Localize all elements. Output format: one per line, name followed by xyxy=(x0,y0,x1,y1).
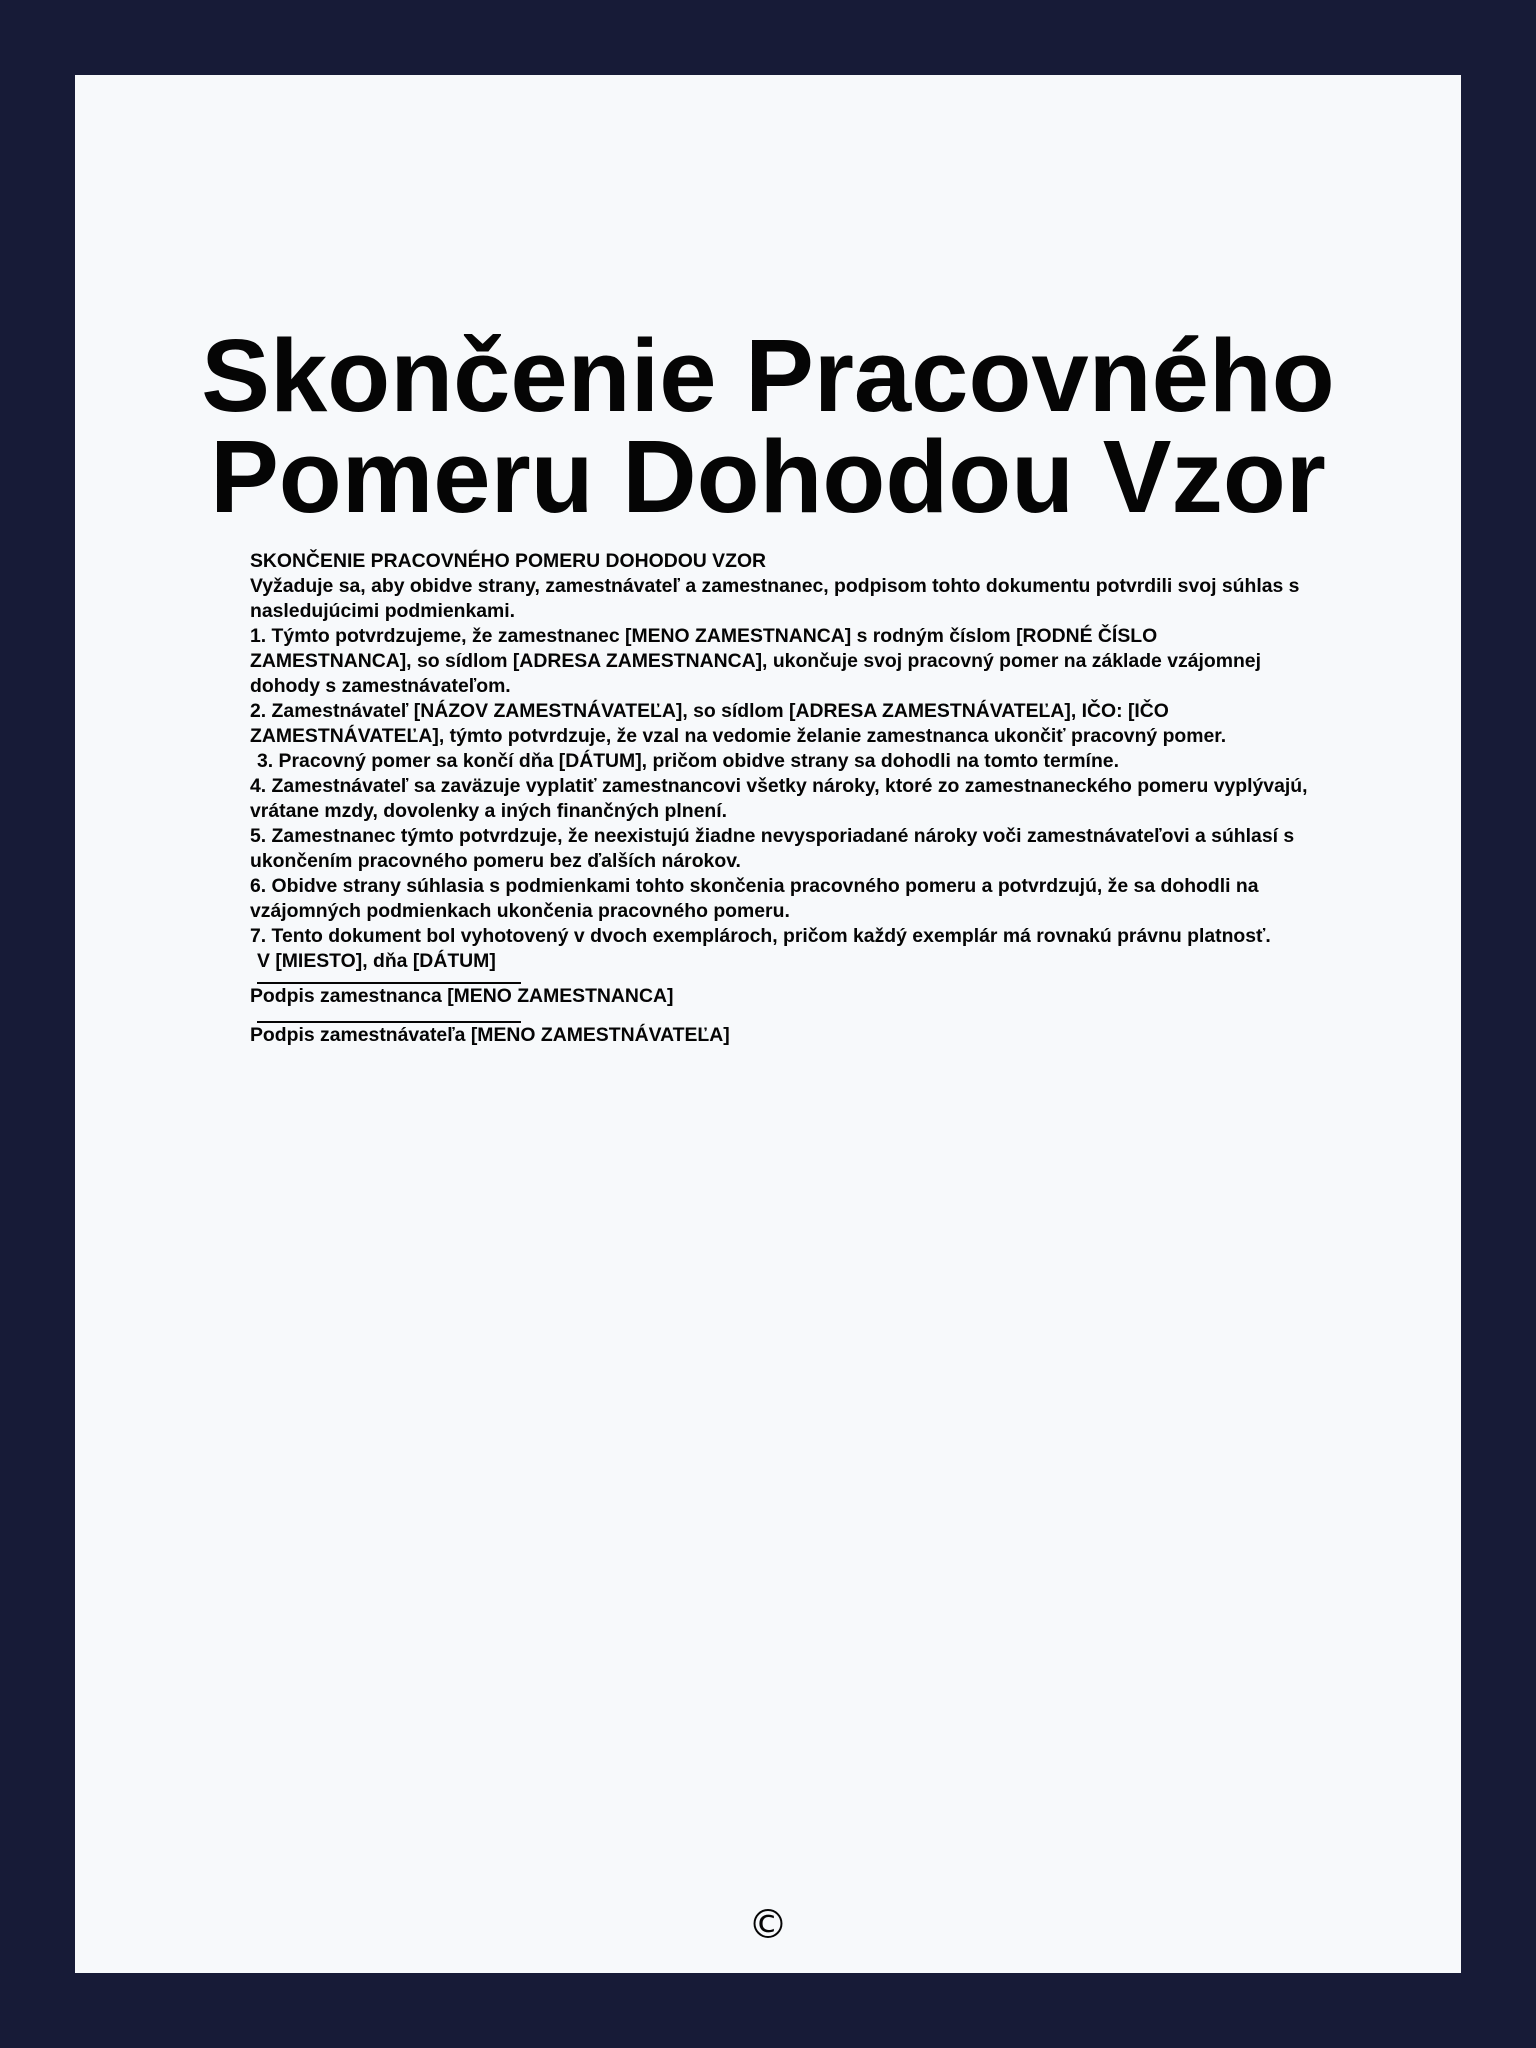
clause-4: 4. Zamestnávateľ sa zaväzuje vyplatiť zamestnancovi všetky nároky, ktoré zo zamestnaneckého pomeru vyplývajú, vrátane mzdy, dovolenky a iných finančných plnení. xyxy=(250,775,1308,822)
clause-3: 3. Pracovný pomer sa končí dňa [DÁTUM], pričom obidve strany sa dohodli na tomto termíne. xyxy=(257,750,1119,772)
document-heading: SKONČENIE PRACOVNÉHO POMERU DOHODOU VZOR xyxy=(250,550,767,572)
copyright-icon: © xyxy=(748,1902,788,1948)
clause-1: 1. Týmto potvrdzujeme, že zamestnanec [MENO ZAMESTNANCA] s rodným číslom [RODNÉ ČÍSLO ZAMESTNANCA], so sídlom [ADRESA ZAMESTNANCA], ukončuje svoj pracovný pomer na základe vzájomnej dohody s zamestnávateľom. xyxy=(250,625,1261,697)
document-intro: Vyžaduje sa, aby obidve strany, zamestnávateľ a zamestnanec, podpisom tohto dokumentu potvrdili svoj súhlas s nasledujúcimi podmienkami. xyxy=(250,575,1300,622)
clause-6: 6. Obidve strany súhlasia s podmienkami tohto skončenia pracovného pomeru a potvrdzujú, že sa dohodli na vzájomných podmienkach ukončenia pracovného pomeru. xyxy=(250,875,1259,922)
employee-signature-label: Podpis zamestnanca [MENO ZAMESTNANCA] xyxy=(250,985,674,1007)
document-title: Skončenie Pracovného Pomeru Dohodou Vzor xyxy=(201,318,1335,534)
place-date: V [MIESTO], dňa [DÁTUM] xyxy=(257,950,496,972)
document-page xyxy=(75,75,1461,1973)
document-body xyxy=(250,549,1320,1048)
clause-5: 5. Zamestnanec týmto potvrdzuje, že neexistujú žiadne nevysporiadané nároky voči zamestnávateľovi a súhlasí s ukončením pracovného pomeru bez ďalších nárokov. xyxy=(250,825,1295,872)
clause-7: 7. Tento dokument bol vyhotovený v dvoch exemplároch, pričom každý exemplár má rovnakú právnu platnosť. xyxy=(250,925,1271,947)
clause-2: 2. Zamestnávateľ [NÁZOV ZAMESTNÁVATEĽA], so sídlom [ADRESA ZAMESTNÁVATEĽA], IČO: [IČO ZAMESTNÁVATEĽA], týmto potvrdzuje, že vzal na vedomie želanie zamestnanca ukončiť pracovný pomer. xyxy=(250,700,1227,747)
employer-signature-label: Podpis zamestnávateľa [MENO ZAMESTNÁVATEĽA] xyxy=(250,1024,730,1046)
